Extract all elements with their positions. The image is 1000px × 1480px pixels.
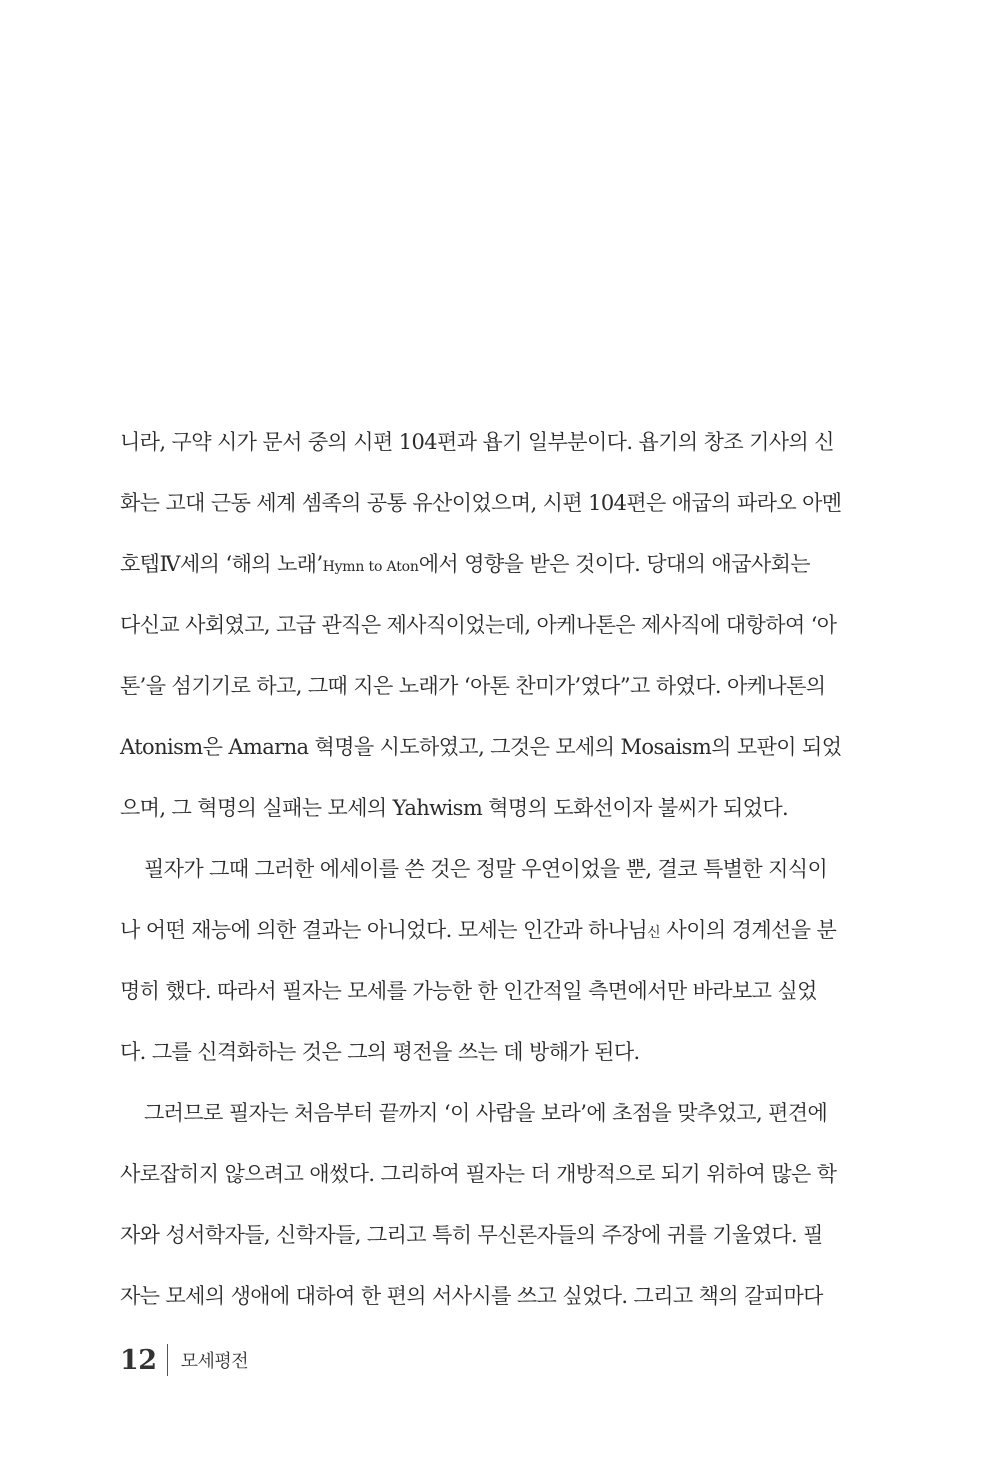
text-line (120, 915, 837, 945)
page-footer (120, 1340, 248, 1380)
page-number: 12 (120, 1344, 157, 1376)
text-line: 다. 그를 신격화하는 것은 그의 평전을 쓰는 데 방해가 된다. (120, 1040, 640, 1064)
text-segment: 사이의 경계선을 분 (660, 918, 837, 942)
text-line: 톤’을 섬기기로 하고, 그때 지은 노래가 ‘아톤 찬미가’였다”고 하였다. 아케나톤의 (120, 674, 826, 698)
paragraph-3 (120, 1098, 837, 1342)
text-line: 자는 모세의 생애에 대하여 한 편의 서사시를 쓰고 싶었다. 그리고 책의 갈피마다 (120, 1284, 823, 1308)
text-line: 필자가 그때 그러한 에세이를 쓴 것은 정말 우연이었을 뿐, 결코 특별한 지식이 (144, 857, 828, 881)
text-line: 사로잡히지 않으려고 애썼다. 그리하여 필자는 더 개방적으로 되기 위하여 많은 학 (120, 1162, 837, 1186)
text-line: 자와 성서학자들, 신학자들, 그리고 특히 무신론자들의 주장에 귀를 기울였다. 필 (120, 1223, 823, 1247)
text-segment: 나 어떤 재능에 의한 결과는 아니었다. 모세는 인간과 하나님 (120, 918, 648, 942)
text-line: 으며, 그 혁명의 실패는 모세의 Yahwism 혁명의 도화선이자 불씨가 되었다. (120, 796, 789, 820)
english-annotation: Hymn to Aton (322, 559, 419, 575)
footer-divider (167, 1344, 168, 1376)
text-line: 화는 고대 근동 세계 셈족의 공통 유산이었으며, 시편 104편은 애굽의 파라오 아멘 (120, 491, 842, 515)
text-line (120, 549, 810, 579)
text-line: 니라, 구약 시가 문서 중의 시편 104편과 욥기 일부분이다. 욥기의 창조 기사의 신 (120, 430, 834, 454)
hanja-annotation: 신 (647, 925, 661, 941)
paragraph-1 (120, 427, 842, 854)
text-line: 명히 했다. 따라서 필자는 모세를 가능한 한 인간적일 측면에서만 바라보고 싶었 (120, 979, 817, 1003)
text-segment: 호텝Ⅳ세의 ‘해의 노래’ (120, 552, 323, 576)
text-line: 그러므로 필자는 처음부터 끝까지 ‘이 사람을 보라’에 초점을 맞추었고, 편견에 (144, 1101, 828, 1125)
text-line: Atonism은 Amarna 혁명을 시도하였고, 그것은 모세의 Mosaism의 모판이 되었 (120, 735, 842, 759)
text-segment: 에서 영향을 받은 것이다. 당대의 애굽사회는 (418, 552, 810, 576)
paragraph-2 (120, 854, 837, 1098)
text-line: 다신교 사회였고, 고급 관직은 제사직이었는데, 아케나톤은 제사직에 대항하여 ‘아 (120, 613, 837, 637)
book-title: 모세평전 (180, 1351, 249, 1372)
